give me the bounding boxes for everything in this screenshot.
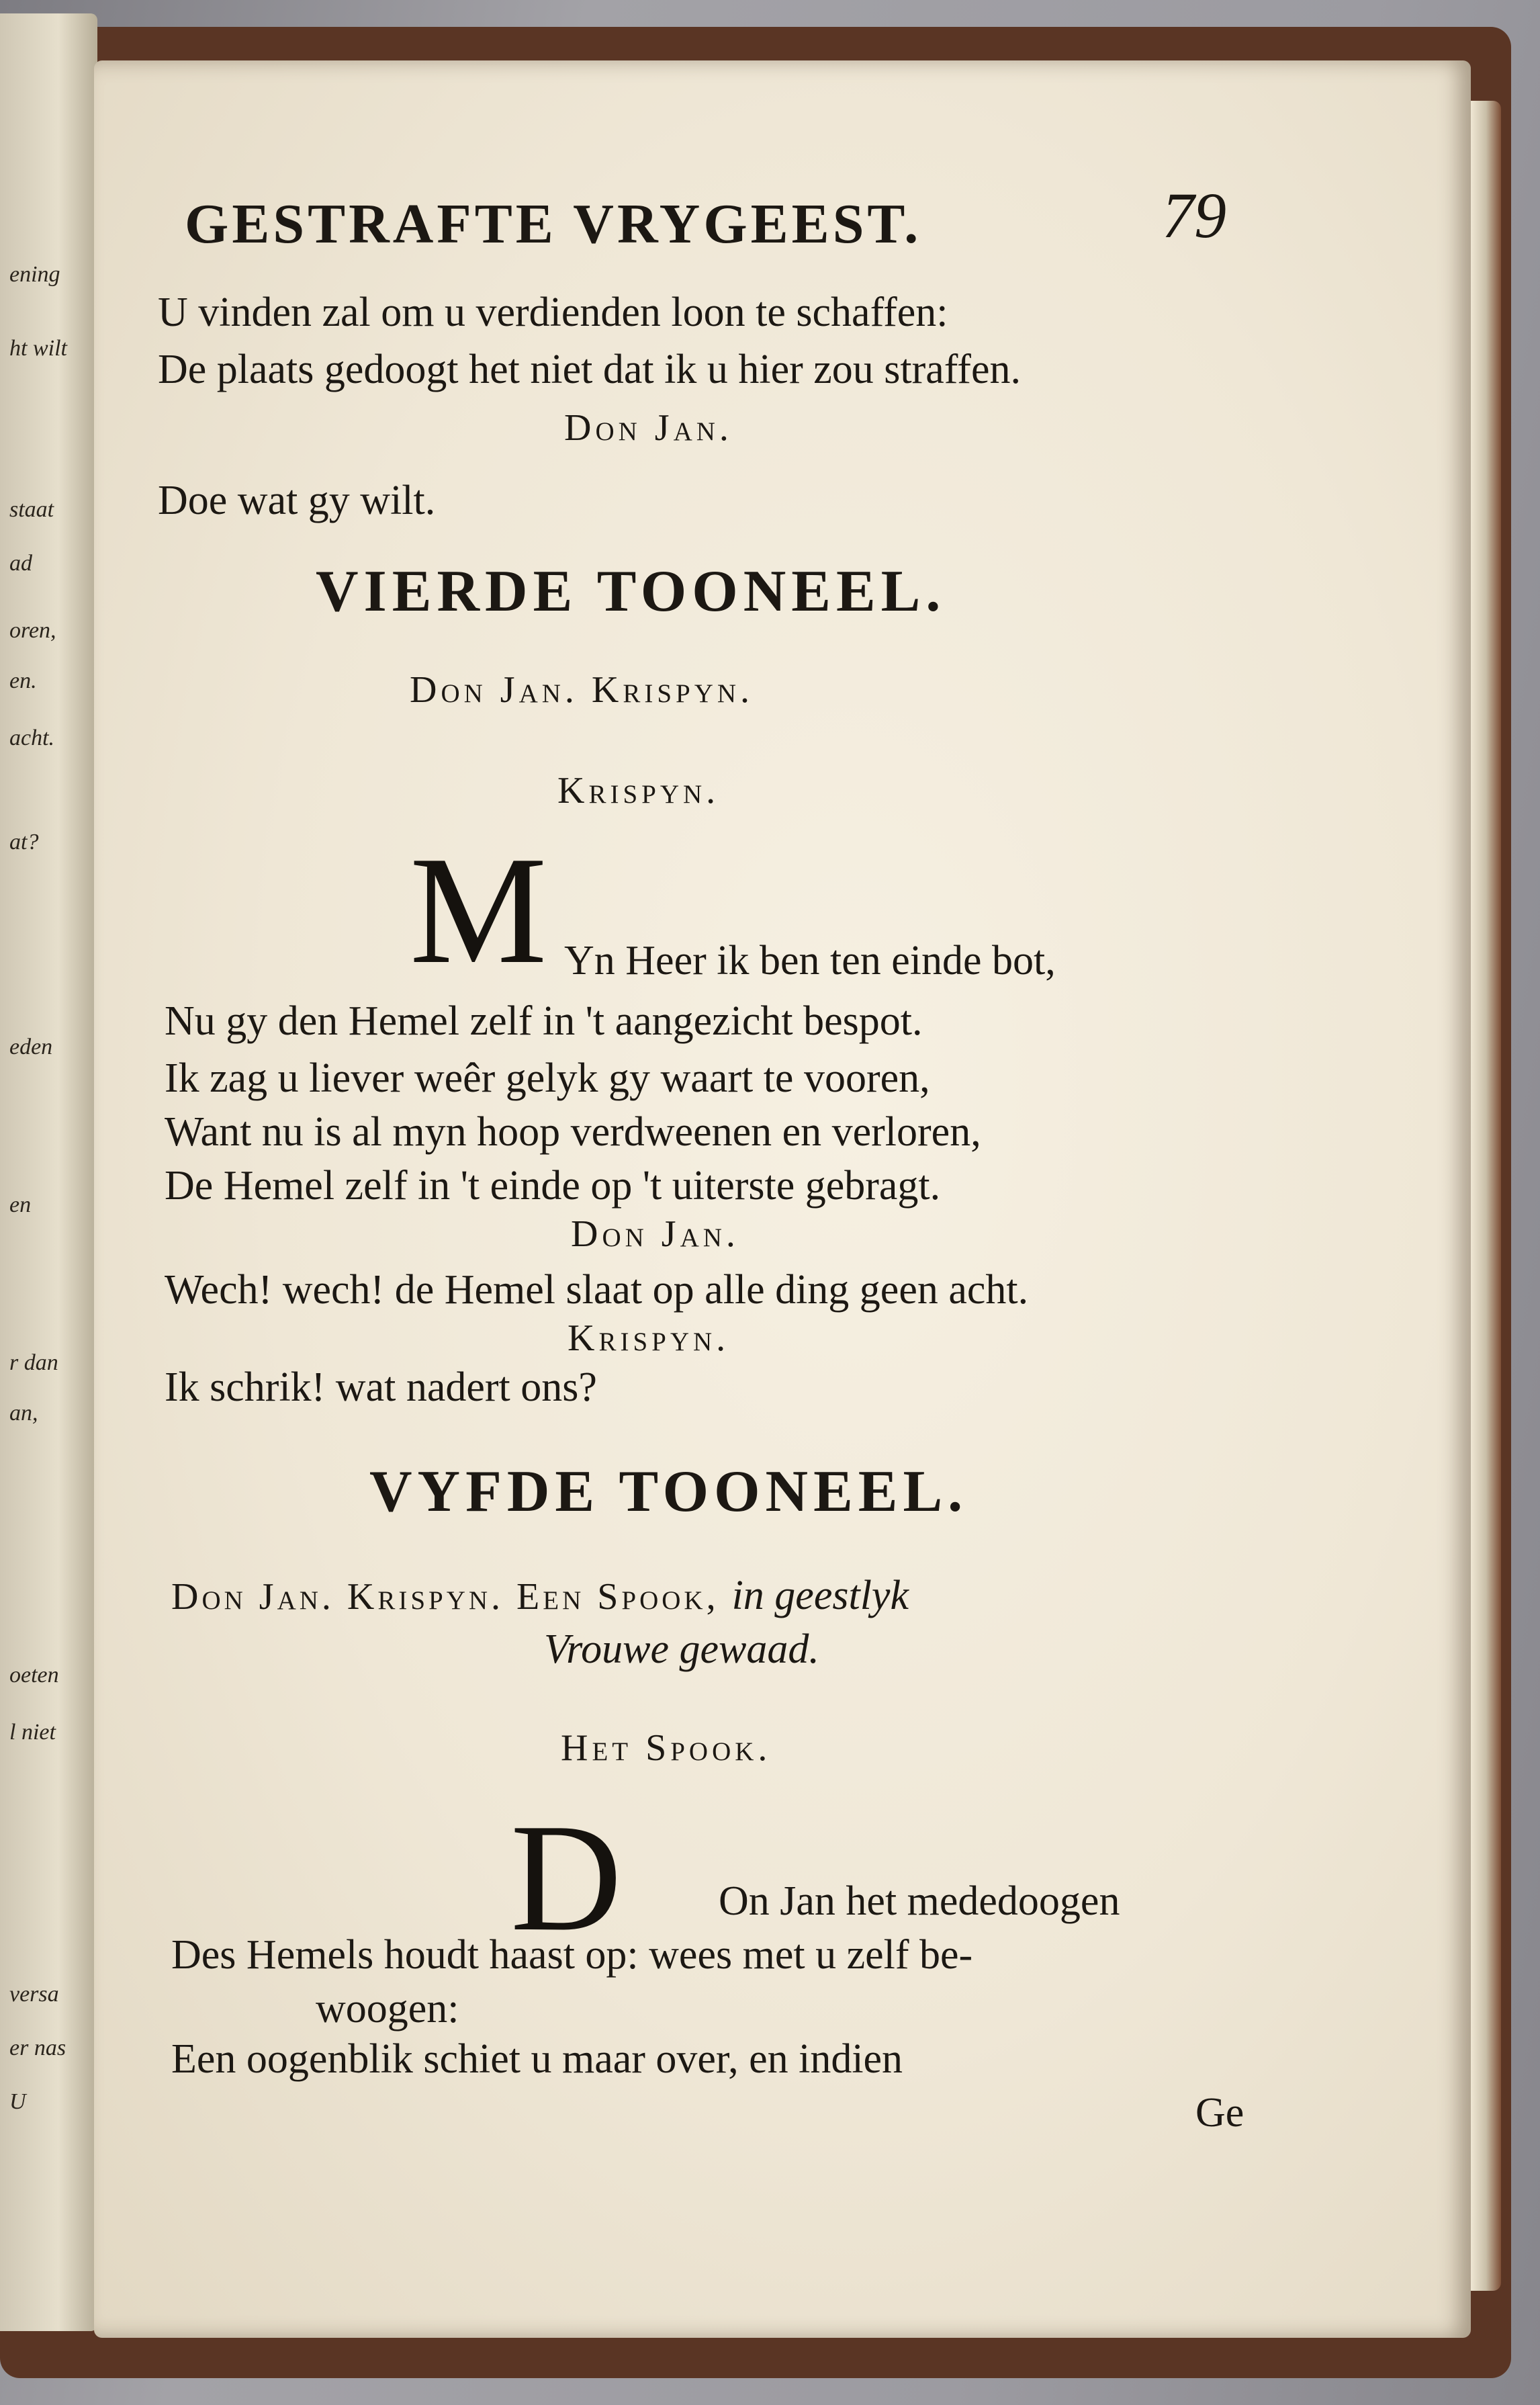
scene-persons-italic: Vrouwe gewaad.	[544, 1626, 819, 1672]
speaker-label: Het Spook.	[561, 1727, 772, 1769]
scene-persons-main: Don Jan. Krispyn. Een Spook,	[171, 1576, 719, 1618]
verse-line: Doe wat gy wilt.	[158, 478, 436, 523]
left-page-fragment: en	[9, 1192, 32, 1217]
page-number: 79	[1162, 179, 1226, 251]
left-page-fragment: en.	[9, 668, 37, 693]
running-title: GESTRAFTE VRYGEEST.	[185, 193, 922, 255]
left-page-fragment: oren,	[9, 618, 56, 643]
right-page	[94, 60, 1471, 2338]
left-page-fragment: U	[9, 2089, 26, 2114]
scene-persons: Don Jan. Krispyn.	[410, 669, 754, 711]
left-page-fragment: ht wilt	[9, 336, 67, 361]
left-page-fragment: oeten	[9, 1663, 59, 1688]
verse-line: De plaats gedoogt het niet dat ik u hier zou straffen.	[158, 347, 1021, 392]
left-page-fragment: versa	[9, 1982, 59, 2007]
catchword: Ge	[1195, 2090, 1244, 2136]
speaker-label: Krispyn.	[568, 1317, 730, 1359]
verse-line: Want nu is al myn hoop verdweenen en verloren,	[165, 1109, 981, 1155]
left-page-fragment: staat	[9, 497, 54, 522]
scene-persons-italic: in geestlyk	[731, 1573, 909, 1618]
left-page-fragment: an,	[9, 1401, 38, 1426]
scene-persons	[171, 1572, 909, 1620]
left-page-fragment: er nas	[9, 2036, 66, 2060]
left-page-edge	[0, 13, 97, 2331]
speaker-label: Don Jan.	[564, 407, 733, 449]
verse-line: woogen:	[316, 1986, 459, 2031]
left-page-fragment: l niet	[9, 1720, 56, 1745]
left-page-fragment: at?	[9, 830, 39, 855]
left-page-fragment: eden	[9, 1035, 53, 1059]
verse-line: Wech! wech! de Hemel slaat op alle ding geen acht.	[165, 1267, 1029, 1313]
scene-heading: VYFDE TOONEEL.	[369, 1459, 968, 1524]
verse-line: De Hemel zelf in 't einde op 't uiterste gebragt.	[165, 1163, 941, 1209]
verse-line: On Jan het mededoogen	[719, 1878, 1120, 1924]
scene-heading: VIERDE TOONEEL.	[316, 559, 946, 624]
left-page-fragment: r dan	[9, 1350, 58, 1375]
speaker-label: Krispyn.	[557, 770, 720, 812]
verse-line: Ik zag u liever weêr gelyk gy waart te vooren,	[165, 1055, 930, 1101]
verse-line: Nu gy den Hemel zelf in 't aangezicht bespot.	[165, 998, 923, 1044]
drop-capital: D	[510, 1792, 623, 1963]
speaker-label: Don Jan.	[571, 1213, 739, 1255]
verse-line: Yn Heer ik ben ten einde bot,	[564, 938, 1056, 983]
drop-capital: M	[410, 824, 547, 996]
verse-line: Ik schrik! wat nadert ons?	[165, 1364, 597, 1410]
verse-line: Des Hemels houdt haast op: wees met u zelf be-	[171, 1932, 973, 1978]
verse-line: Een oogenblik schiet u maar over, en indien	[171, 2036, 903, 2082]
verse-line: U vinden zal om u verdienden loon te schaffen:	[158, 290, 948, 335]
left-page-fragment: ening	[9, 262, 60, 287]
left-page-fragment: ad	[9, 551, 32, 576]
left-page-fragment: acht.	[9, 726, 55, 750]
